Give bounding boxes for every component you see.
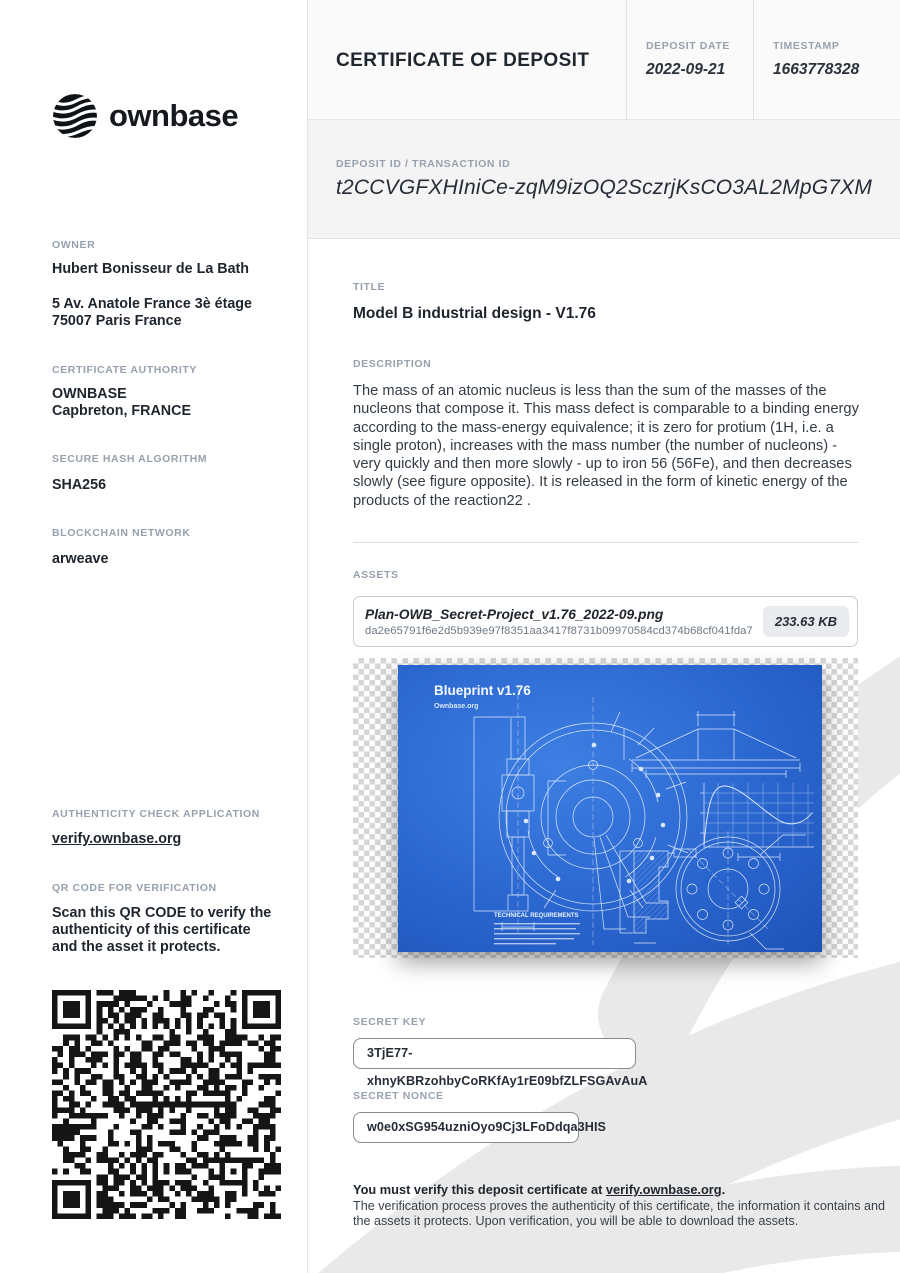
header-band xyxy=(308,0,900,120)
footer-body-text: The verification process proves the authenticity of this certificate, the information it contains and the assets it protects. Upon verification, you will be able to download the assets. xyxy=(353,1199,886,1228)
section-divider xyxy=(353,542,858,543)
secret-nonce-label: SECRET NONCE xyxy=(353,1090,444,1102)
asset-size-badge: 233.63 KB xyxy=(763,606,849,637)
brand-logo xyxy=(52,93,238,139)
brand-name: ownbase xyxy=(109,98,239,133)
blueprint-title: Blueprint v1.76 xyxy=(434,683,531,698)
hash-algorithm-value: SHA256 xyxy=(52,477,107,493)
secret-key-label: SECRET KEY xyxy=(353,1016,427,1028)
deposit-date-cell xyxy=(626,0,753,120)
ownbase-globe-icon xyxy=(52,93,98,139)
blueprint-subtitle: Ownbase.org xyxy=(434,703,479,710)
verification-footer xyxy=(353,1182,898,1229)
title-label: TITLE xyxy=(353,281,386,293)
owner-address-line2: 75007 Paris France xyxy=(52,313,182,329)
asset-preview-transparency-area xyxy=(353,658,858,958)
asset-title: Model B industrial design - V1.76 xyxy=(353,305,596,322)
secret-nonce-value: w0e0xSG954uzniOyo9Cj3LFoDdqa3HIS xyxy=(353,1112,579,1143)
owner-label: OWNER xyxy=(52,239,96,251)
deposit-id-value: t2CCVGFXHIniCe-zqM9izOQ2SczrjKsCO3AL2MpG7XM xyxy=(336,176,873,199)
verify-link[interactable]: verify.ownbase.org xyxy=(52,831,182,847)
authenticity-check-label: AUTHENTICITY CHECK APPLICATION xyxy=(52,808,260,820)
description-label: DESCRIPTION xyxy=(353,358,432,370)
secret-key-value: 3TjE77-xhnyKBRzohbyCoRKfAy1rE09bfZLFSGAvAuA xyxy=(353,1038,636,1069)
asset-card xyxy=(353,596,858,647)
blockchain-network-value: arweave xyxy=(52,551,109,567)
qr-instructions: Scan this QR CODE to verify the authenticity of this certificate and the asset it protects. xyxy=(52,905,272,955)
footer-bold-text: You must verify this deposit certificate at xyxy=(353,1182,606,1197)
asset-hash: da2e65791f6e2d5b939e97f8351aa3417f8731b09970584cd374b68cf041fda7 xyxy=(365,624,753,637)
certificate-authority-name: OWNBASE xyxy=(52,386,127,402)
footer-bold-period: . xyxy=(721,1182,726,1197)
owner-address-line1: 5 Av. Anatole France 3è étage xyxy=(52,296,252,312)
assets-label: ASSETS xyxy=(353,569,399,581)
blockchain-network-label: BLOCKCHAIN NETWORK xyxy=(52,527,191,539)
qr-verification-label: QR CODE FOR VERIFICATION xyxy=(52,882,217,894)
footer-verify-link[interactable]: verify.ownbase.org xyxy=(605,1182,722,1197)
main-column xyxy=(307,0,900,1273)
deposit-date-value: 2022-09-21 xyxy=(646,61,726,78)
owner-name: Hubert Bonisseur de La Bath xyxy=(52,261,250,277)
timestamp-label: TIMESTAMP xyxy=(773,40,840,52)
hash-algorithm-label: SECURE HASH ALGORITHM xyxy=(52,453,208,465)
blueprint-image xyxy=(398,665,822,952)
asset-filename: Plan-OWB_Secret-Project_v1.76_2022-09.png xyxy=(365,606,664,622)
deposit-date-label: DEPOSIT DATE xyxy=(646,40,731,52)
qr-code xyxy=(52,990,281,1219)
blueprint-tech-requirements: TECHNICAL REQUIREMENTS xyxy=(494,913,579,919)
deposit-id-label: DEPOSIT ID / TRANSACTION ID xyxy=(336,158,511,170)
description-text: The mass of an atomic nucleus is less than the sum of the masses of the nucleons that compose it. This mass defect is comparable to a binding energy according to the mass-energy equivalence; it is zero for protium (1H, i.e. a single proton), increases with the mass number (the number of nucleons) - very quickly and then more slowly - up to iron 56 (56Fe), and then decreases slowly (see figure opposite). It is released in the form of kinetic energy of the products of the reaction22 . xyxy=(353,383,859,509)
certificate-title: CERTIFICATE OF DEPOSIT xyxy=(336,50,590,71)
timestamp-value: 1663778328 xyxy=(773,61,860,78)
certificate-authority-label: CERTIFICATE AUTHORITY xyxy=(52,364,198,376)
certificate-authority-location: Capbreton, FRANCE xyxy=(52,403,191,419)
deposit-id-band xyxy=(308,120,900,239)
sidebar xyxy=(0,0,307,1273)
timestamp-cell xyxy=(753,0,900,120)
